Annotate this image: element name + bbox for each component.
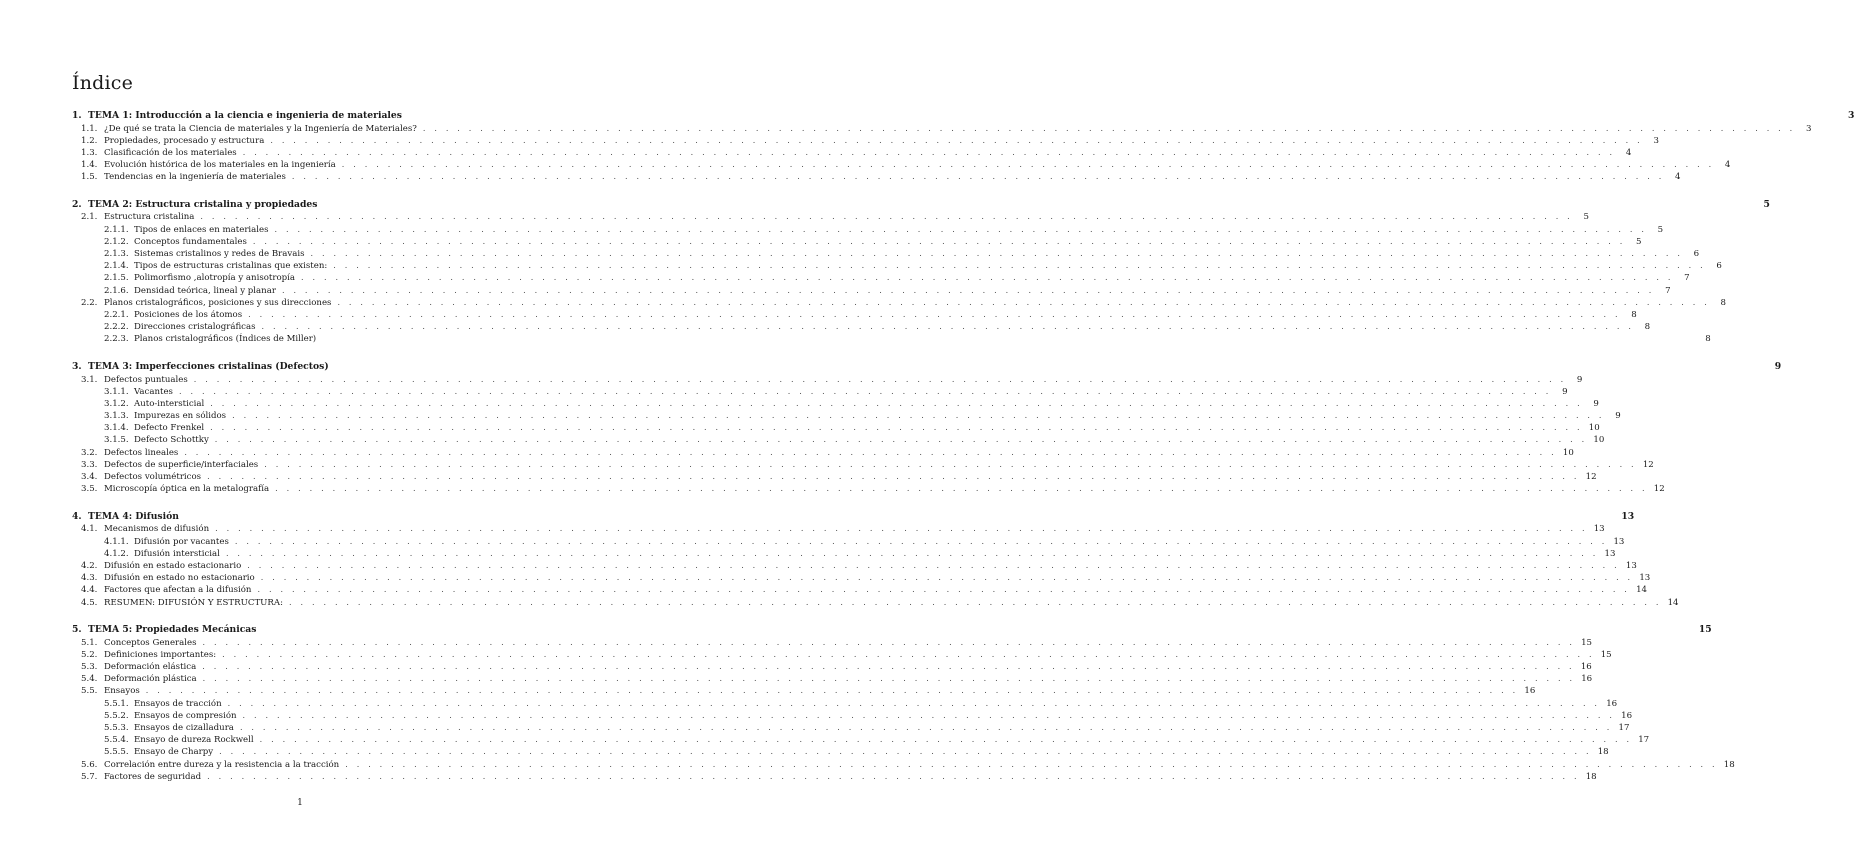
toc-entry-page: 18 <box>1585 771 1597 782</box>
toc-subsection-entry[interactable] <box>72 410 1621 422</box>
toc-entry-page: 8 <box>1720 297 1727 308</box>
toc-section-entry[interactable] <box>72 584 1647 596</box>
toc-entry-title[interactable]: Correlación entre dureza y la resistencia a la tracción <box>104 759 340 770</box>
toc-section-entry[interactable] <box>72 597 1679 609</box>
toc-entry-page: 6 <box>1716 261 1722 272</box>
toc-section-entry[interactable] <box>72 147 1632 159</box>
toc-subsection-entry[interactable] <box>72 224 1664 236</box>
toc-entry-title[interactable]: Ensayo de dureza Rockwell <box>134 735 254 746</box>
dot-leader: . . . . . . . . . . . . . . . . . . . . . . . . . . . . . . . . . . . . . . . . . . . . . . . . . . . . . . . . . . . . . . . . . . . . . . . . . . . . . . . . . . . . . . . . . . . . . . . . . . . . . . . . . . . . . . . . . . . . . . . . <box>225 548 1599 558</box>
toc-entry-number: 2.1.6. <box>104 285 129 296</box>
toc-entry-page: 16 <box>1606 698 1618 709</box>
toc-entry-page: 10 <box>1562 447 1574 458</box>
toc-entry-number: 5. <box>72 624 82 636</box>
toc-subsection-entry[interactable] <box>72 422 1600 434</box>
dot-leader: . . . . . . . . . . . . . . . . . . . . . . . . . . . . . . . . . . . . . . . . . . . . . . . . . . . . . . . . . . . . . . . . . . . . . . . . . . . . . . . . . . . . . . . . . . . . . . . . . . . . . . . . . . . . . . . . . . . . . . . . <box>260 573 1634 583</box>
toc-section-entry[interactable] <box>72 759 1735 771</box>
toc-chapter-heading[interactable] <box>72 509 1635 524</box>
toc-entry-number: 5.5.4. <box>104 735 129 746</box>
toc-chapter-heading[interactable] <box>72 622 1712 637</box>
toc-entry-title[interactable]: Factores de seguridad <box>104 771 202 782</box>
toc-entry-page: 12 <box>1585 472 1597 482</box>
toc-entry-title[interactable]: Auto-intersticial <box>134 398 205 409</box>
dot-leader: . . . . . . . . . . . . . . . . . . . . . . . . . . . . . . . . . . . . . . . . . . . . . . . . . . . . . . . . . . . . . . . . . . . . . . . . . . . . . . . . . . . . . . . . . . . . . . . . . . . . . . . . . . . . . . . . . . . . . . . . <box>275 484 1648 494</box>
toc-entry-number: 2.2.3. <box>104 334 129 345</box>
toc-entry-page: 7 <box>1665 285 1671 296</box>
dot-leader: . . . . . . . . . . . . . . . . . . . . . . . . . . . . . . . . . . . . . . . . . . . . . . . . . . . . . . . . . . . . . . . . . . . . . . . . . . . . . . . . . . . . . . . . . . . . . . . . . . . . . . . . . . . . . . . . . . . . . . . . <box>291 172 1665 182</box>
toc-section-entry[interactable] <box>72 471 1597 483</box>
toc-entry-page: 18 <box>1597 747 1609 758</box>
toc-entry-page: 9 <box>1593 398 1599 409</box>
dot-leader: . . . . . . . . . . . . . . . . . . . . . . . . . . . . . . . . . . . . . . . . . . . . . . . . . . . . . . . . . . . . . . . . . . . . . . . . . . . . . . . . . . . . . . . . . . . . . . . . . . . . . . . . . . . . . . . . . . . . . . . . <box>337 297 1711 307</box>
toc-entry-number: 3.3. <box>81 459 98 470</box>
toc-entry-title[interactable]: Planos cristalográficos, posiciones y sus direcciones <box>104 297 332 308</box>
toc-section-entry[interactable] <box>72 771 1597 783</box>
dot-leader: . . . . . . . . . . . . . . . . . . . . . . . . . . . . . . . . . . . . . . . . . . . . . . . . . . . . . . . . . . . . . . . . . . . . . . . . . . . . . . . . . . . . . . . . . . . . . . . . . . . . . . . . . . . . . . . . . . . . . . . . <box>215 524 1588 534</box>
toc-entry-title[interactable]: Estructura cristalina <box>104 212 195 223</box>
toc-entry-number: 5.2. <box>81 649 98 660</box>
toc-entry-title[interactable]: Defecto Schottky <box>134 435 209 446</box>
toc-chapter <box>72 622 1735 783</box>
dot-leader: . . . . . . . . . . . . . . . . . . . . . . . . . . . . . . . . . . . . . . . . . . . . . . . . . . . . . . . . . . . . . . . . . . . . . . . . . . . . . . . . . . . . . . . . . . . . . . . . . . . . . . . . . . . . . . . . . . . . . . . . <box>214 435 1588 445</box>
toc-entry-page: 9 <box>1562 386 1568 397</box>
toc-entry-title[interactable]: Clasificación de los materiales <box>104 147 237 158</box>
toc-entry-title[interactable]: Impurezas en sólidos <box>134 411 227 422</box>
toc-entry-title[interactable]: Ensayos de tracción <box>134 698 222 709</box>
toc-chapter-heading[interactable] <box>72 197 1770 212</box>
toc-entry-number: 3. <box>72 361 82 372</box>
page-title: Índice <box>72 72 134 94</box>
toc-entry-title[interactable]: Direcciones cristalográficas <box>134 322 256 333</box>
dot-leader: . . . . . . . . . . . . . . . . . . . . . . . . . . . . . . . . . . . . . . . . . . . . . . . . . . . . . . . . . . . . . . . . . . . . . . . . . . . . . . . . . . . . . . . . . . . . . . . . . . . . . . . . . . . . . . . . . . . . . . . . <box>247 560 1620 570</box>
dot-leader: . . . . . . . . . . . . . . . . . . . . . . . . . . . . . . . . . . . . . . . . . . . . . . . . . . . . . . . . . . . . . . . . . . . . . . . . . . . . . . . . . . . . . . . . . . . . . . . . . . . . . . . . . . . . . . . . . . . . . . . . <box>202 674 1576 684</box>
toc-section-entry[interactable] <box>72 459 1654 471</box>
toc-entry-number: 5.5.1. <box>104 698 129 709</box>
toc-chapter <box>72 197 1770 346</box>
dot-leader: . . . . . . . . . . . . . . . . . . . . . . . . . . . . . . . . . . . . . . . . . . . . . . . . . . . . . . . . . . . . . . . . . . . . . . . . . . . . . . . . . . . . . . . . . . . . . . . . . . . . . . . . . . . . . . . . . . . . . . . . <box>222 649 1595 659</box>
toc-entry-page: 13 <box>1613 536 1625 547</box>
toc-entry-title[interactable]: TEMA 2: Estructura cristalina y propiedades <box>88 198 318 210</box>
toc-entry-page: 12 <box>1642 459 1654 470</box>
toc-entry-number: 2. <box>72 198 82 210</box>
toc-entry-number: 4.4. <box>81 585 98 596</box>
dot-leader: . . . . . . . . . . . . . . . . . . . . . . . . . . . . . . . . . . . . . . . . . . . . . . . . . . . . . . . . . . . . . . . . . . . . . . . . . . . . . . . . . . . . . . . . . . . . . . . . . . . . . . . . . . . . . . . . . . . . . . . . <box>232 411 1605 421</box>
toc-subsection-entry[interactable] <box>72 548 1616 560</box>
toc-entry-page: 8 <box>1631 309 1637 320</box>
toc-subsection-entry[interactable] <box>72 434 1605 446</box>
toc-entry-number: 4.3. <box>81 573 98 584</box>
toc-section-entry[interactable] <box>72 523 1605 535</box>
toc-section-entry[interactable] <box>72 297 1727 309</box>
toc-entry-page: 13 <box>1625 560 1637 571</box>
toc-entry-number: 1.2. <box>81 135 98 146</box>
toc-entry-title[interactable]: Ensayos <box>104 686 140 697</box>
toc-entry-page: 15 <box>1581 637 1593 648</box>
toc-entry-number: 4.5. <box>81 597 98 608</box>
toc-entry-page: 17 <box>1618 723 1630 733</box>
toc-section-entry[interactable] <box>72 374 1583 386</box>
toc-entry-title[interactable]: Posiciones de los átomos <box>134 309 243 320</box>
toc-entry-page: 10 <box>1588 423 1600 434</box>
toc-entry-page: 15 <box>1600 649 1612 660</box>
dot-leader: . . . . . . . . . . . . . . . . . . . . . . . . . . . . . . . . . . . . . . . . . . . . . . . . . . . . . . . . . . . . . . . . . . . . . . . . . . . . . . . . . . . . . . . . . . . . . . . . . . . . . . . . . . . . . . . . . . . . . . . . <box>242 710 1616 720</box>
toc-entry-page: 6 <box>1693 249 1700 259</box>
toc-section-entry[interactable] <box>72 211 1589 223</box>
toc-entry-page: 12 <box>1653 484 1665 495</box>
toc-subsection-entry[interactable] <box>72 722 1630 734</box>
dot-leader: . . . . . . . . . . . . . . . . . . . . . . . . . . . . . . . . . . . . . . . . . . . . . . . . . . . . . . . . . . . . . . . . . . . . . . . . . . . . . . . . . . . . . . . . . . . . . . . . . . . . . . . . . . . . . . . . . . . . . . . . <box>264 459 1637 469</box>
toc-section-entry[interactable] <box>72 649 1612 661</box>
toc-entry-page: 7 <box>1684 273 1690 284</box>
toc-entry-title[interactable]: TEMA 3: Imperfecciones cristalinas (Defectos) <box>88 361 329 372</box>
toc-entry-title[interactable]: Densidad teórica, lineal y planar <box>134 285 276 296</box>
dot-leader: . . . . . . . . . . . . . . . . . . . . . . . . . . . . . . . . . . . . . . . . . . . . . . . . . . . . . . . . . . . . . . . . . . . . . . . . . . . . . . . . . . . . . . . . . . . . . . . . . . . . . . . . . . . . . . . . . . . . . . . . <box>227 698 1601 708</box>
dot-leader: . . . . . . . . . . . . . . . . . . . . . . . . . . . . . . . . . . . . . . . . . . . . . . . . . . . . . . . . . . . . . . . . . . . . . . . . . . . . . . . . . . . . . . . . . . . . . . . . . . . . . . . . . . . . . . . . . . . . . . . . <box>345 759 1718 769</box>
toc-entry-title[interactable]: Tipos de estructuras cristalinas que existen: <box>134 261 328 272</box>
toc-subsection-entry[interactable] <box>72 746 1609 758</box>
toc-entry-title[interactable]: TEMA 4: Difusión <box>88 510 179 522</box>
toc-subsection-entry[interactable] <box>72 698 1618 710</box>
toc-entry-number: 2.2. <box>81 297 98 308</box>
dot-leader: . . . . . . . . . . . . . . . . . . . . . . . . . . . . . . . . . . . . . . . . . . . . . . . . . . . . . . . . . . . . . . . . . . . . . . . . . . . . . . . . . . . . . . . . . . . . . . . . . . . . . . . . . . . . . . . . . . . . . . . . <box>252 236 1626 246</box>
toc-subsection-entry[interactable] <box>72 248 1700 260</box>
toc-entry-page: 9 <box>1774 361 1782 372</box>
toc-section-entry[interactable] <box>72 673 1593 685</box>
toc-entry-title[interactable]: Tipos de enlaces en materiales <box>134 224 269 235</box>
dot-leader: . . . . . . . . . . . . . . . . . . . . . . . . . . . . . . . . . . . . . . . . . . . . . . . . . . . . . . . . . . . . . . . . . . . . . . . . . . . . . . . . . . . . . . . . . . . . . . . . . . . . . . . . . . . . . . . . . . . . . . . . <box>270 135 1643 145</box>
toc-entry-number: 2.1. <box>81 212 98 223</box>
dot-leader: . . . . . . . . . . . . . . . . . . . . . . . . . . . . . . . . . . . . . . . . . . . . . . . . . . . . . . . . . . . . . . . . . . . . . . . . . . . . . . . . . . . . . . . . . . . . . . . . . . . . . . . . . . . . . . . . . . . . . . . . <box>210 423 1583 433</box>
toc-entry-number: 4.1. <box>81 524 98 535</box>
toc-entry-page: 13 <box>1639 573 1651 584</box>
toc-entry-number: 3.1.3. <box>104 411 129 422</box>
toc-entry-title[interactable]: TEMA 5: Propiedades Mecánicas <box>88 624 257 636</box>
toc-entry-number: 5.5.5. <box>104 747 129 758</box>
toc-entry-number: 3.1.5. <box>104 435 129 446</box>
dot-leader: . . . . . . . . . . . . . . . . . . . . . . . . . . . . . . . . . . . . . . . . . . . . . . . . . . . . . . . . . . . . . . . . . . . . . . . . . . . . . . . . . . . . . . . . . . . . . . . . . . . . . . . . . . . . . . . . . . . . . . . . <box>210 398 1583 408</box>
dot-leader: . . . . . . . . . . . . . . . . . . . . . . . . . . . . . . . . . . . . . . . . . . . . . . . . . . . . . . . . . . . . . . . . . . . . . . . . . . . . . . . . . . . . . . . . . . . . . . . . . . . . . . . . . . . . . . . . . . . . . . . . <box>422 123 1796 133</box>
toc-section-entry[interactable] <box>72 572 1651 584</box>
toc-entry-title[interactable]: Difusión intersticial <box>134 548 220 559</box>
toc-entry-title[interactable]: Propiedades, procesado y estructura <box>104 135 265 146</box>
toc-entry-number: 3.1. <box>81 374 98 385</box>
toc-entry-number: 3.1.4. <box>104 423 129 434</box>
toc-entry-number: 3.5. <box>81 484 98 495</box>
toc-chapter <box>72 108 1854 183</box>
toc-entry-number: 4.1.1. <box>104 536 129 547</box>
dot-leader: . . . . . . . . . . . . . . . . . . . . . . . . . . . . . . . . . . . . . . . . . . . . . . . . . . . . . . . . . . . . . . . . . . . . . . . . . . . . . . . . . . . . . . . . . . . . . . . . . . . . . . . . . . . . . . . . . . . . . . . . <box>281 285 1655 295</box>
toc-entry-page: 5 <box>1636 236 1642 247</box>
toc-section-entry[interactable] <box>72 637 1593 649</box>
toc-section-entry[interactable] <box>72 171 1681 183</box>
toc-entry-number: 5.1. <box>81 637 98 648</box>
toc-entry-number: 1. <box>72 110 82 121</box>
dot-leader: . . . . . . . . . . . . . . . . . . . . . . . . . . . . . . . . . . . . . . . . . . . . . . . . . . . . . . . . . . . . . . . . . . . . . . . . . . . . . . . . . . . . . . . . . . . . . . . . . . . . . . . . . . . . . . . . . . . . . . . . <box>184 447 1557 457</box>
dot-leader: . . . . . . . . . . . . . . . . . . . . . . . . . . . . . . . . . . . . . . . . . . . . . . . . . . . . . . . . . . . . . . . . . . . . . . . . . . . . . . . . . . . . . . . . . . . . . . . . . . . . . . . . . . . . . . . . . . . . . . . . <box>207 771 1580 781</box>
toc-entry-page: 16 <box>1524 686 1536 697</box>
dot-leader: . . . . . . . . . . . . . . . . . . . . . . . . . . . . . . . . . . . . . . . . . . . . . . . . . . . . . . . . . . . . . . . . . . . . . . . . . . . . . . . . . . . . . . . . . . . . . . . . . . . . . . . . . . . . . . . . . . . . . . . . <box>145 686 1519 696</box>
toc-entry-number: 4.1.2. <box>104 548 129 559</box>
dot-leader: . . . . . . . . . . . . . . . . . . . . . . . . . . . . . . . . . . . . . . . . . . . . . . . . . . . . . . . . . . . . . . . . . . . . . . . . . . . . . . . . . . . . . . . . . . . . . . . . . . . . . . . . . . . . . . . . . . . . . . . . <box>257 585 1631 595</box>
toc-entry-title[interactable]: Ensayos de compresión <box>134 710 237 721</box>
toc-entry-page: 3 <box>1653 135 1659 146</box>
toc-entry-page: 4 <box>1625 147 1632 158</box>
dot-leader: . . . . . . . . . . . . . . . . . . . . . . . . . . . . . . . . . . . . . . . . . . . . . . . . . . . . . . . . . . . . . . . . . . . . . . . . . . . . . . . . . . . . . . . . . . . . . . . . . . . . . . . . . . . . . . . . . . . . . . . . <box>219 747 1592 757</box>
toc-entry-title[interactable]: ¿De qué se trata la Ciencia de materiales y la Ingeniería de Materiales? <box>104 123 417 134</box>
dot-leader: . . . . . . . . . . . . . . . . . . . . . . . . . . . . . . . . . . . . . . . . . . . . . . . . . . . . . . . . . . . . . . . . . . . . . . . . . . . . . . . . . . . . . . . . . . . . . . . . . . . . . . . . . . . . . . . . . . . . . . . . <box>193 374 1567 384</box>
toc-section-entry[interactable] <box>72 447 1574 459</box>
toc-section-entry[interactable] <box>72 560 1637 572</box>
toc-entry-page: 4 <box>1675 172 1681 183</box>
toc-entry-number: 2.1.2. <box>104 236 129 247</box>
toc-entry-page: 16 <box>1621 710 1633 721</box>
toc-entry-number: 5.3. <box>81 662 98 673</box>
toc-entry-page: 16 <box>1580 662 1592 673</box>
toc-subsection-entry[interactable] <box>72 321 1651 333</box>
toc-subsection-entry[interactable] <box>72 386 1568 398</box>
dot-leader: . . . . . . . . . . . . . . . . . . . . . . . . . . . . . . . . . . . . . . . . . . . . . . . . . . . . . . . . . . . . . . . . . . . . . . . . . . . . . . . . . . . . . . . . . . . . . . . . . . . . . . . . . . . . . . . . . . . . . . . . <box>207 472 1580 481</box>
toc-entry-page: 3 <box>1805 123 1812 134</box>
toc-entry-page: 17 <box>1638 735 1650 746</box>
toc-entry-number: 2.1.3. <box>104 249 129 259</box>
toc-section-entry[interactable] <box>72 123 1812 135</box>
toc-subsection-entry[interactable] <box>72 309 1637 321</box>
toc-subsection-entry[interactable] <box>72 272 1690 284</box>
toc-entry-page: 16 <box>1581 674 1593 685</box>
toc-entry-title[interactable]: Defectos de superficie/interfaciales <box>104 459 259 470</box>
page-number: 1 <box>297 798 303 808</box>
toc-entry-page: 13 <box>1593 524 1605 535</box>
toc-entry-title[interactable]: Difusión por vacantes <box>134 536 229 547</box>
toc-subsection-entry[interactable] <box>72 285 1671 297</box>
dot-leader: . . . . . . . . . . . . . . . . . . . . . . . . . . . . . . . . . . . . . . . . . . . . . . . . . . . . . . . . . . . . . . . . . . . . . . . . . . . . . . . . . . . . . . . . . . . . . . . . . . . . . . . . . . . . . . . . . . . . . . . . <box>178 386 1552 396</box>
toc-entry-number: 3.1.2. <box>104 398 129 409</box>
toc-subsection-entry[interactable] <box>72 710 1633 722</box>
toc-entry-number: 5.5.3. <box>104 723 129 733</box>
toc-entry-title[interactable]: Conceptos fundamentales <box>134 236 247 247</box>
toc-entry-number: 1.5. <box>81 172 98 183</box>
toc-subsection-entry[interactable] <box>72 236 1642 248</box>
toc-entry-title[interactable]: Conceptos Generales <box>104 637 197 648</box>
toc-entry-number: 2.2.2. <box>104 322 129 333</box>
toc-entry-title[interactable]: TEMA 1: Introducción a la ciencia e ingenieria de materiales <box>88 110 402 121</box>
toc-section-entry[interactable] <box>72 661 1592 673</box>
toc-entry-page: 13 <box>1621 510 1635 522</box>
dot-leader: . . . . . . . . . . . . . . . . . . . . . . . . . . . . . . . . . . . . . . . . . . . . . . . . . . . . . . . . . . . . . . . . . . . . . . . . . . . . . . . . . . . . . . . . . . . . . . . . . . . . . . . . . . . . . . . . . . . . . . . . <box>333 261 1706 271</box>
toc-entry-title[interactable]: Ensayo de Charpy <box>134 747 214 758</box>
toc-entry-title[interactable]: Defectos lineales <box>104 447 179 458</box>
toc-entry-title[interactable]: Polimorfismo ,alotropía y anisotropía <box>134 273 296 284</box>
toc-entry-title[interactable]: Difusión en estado no estacionario <box>104 573 255 584</box>
toc-entry-page: 14 <box>1636 585 1647 596</box>
toc-entry-title[interactable]: Mecanismos de difusión <box>104 524 210 535</box>
toc-section-entry[interactable] <box>72 159 1731 171</box>
toc-entry-page: 5 <box>1763 198 1770 210</box>
toc-entry-title[interactable]: Planos cristalográficos (Índices de Miller) <box>134 334 317 345</box>
toc-entry-page: 8 <box>1705 334 1711 345</box>
toc-entry-number: 3.1.1. <box>104 386 129 397</box>
toc-entry-title[interactable]: Evolución histórica de los materiales en la ingeniería <box>104 160 336 171</box>
dot-leader: . . . . . . . . . . . . . . . . . . . . . . . . . . . . . . . . . . . . . . . . . . . . . . . . . . . . . . . . . . . . . . . . . . . . . . . . . . . . . . . . . . . . . . . . . . . . . . . . . . . . . . . . . . . . . . . . . . . . . . . . <box>234 536 1608 546</box>
toc-entry-page: 10 <box>1593 435 1605 446</box>
toc-subsection-entry[interactable] <box>72 398 1599 410</box>
toc-entry-number: 3.4. <box>81 472 98 482</box>
dot-leader: . . . . . . . . . . . . . . . . . . . . . . . . . . . . . . . . . . . . . . . . . . . . . . . . . . . . . . . . . . . . . . . . . . . . . . . . . . . . . . . . . . . . . . . . . . . . . . . . . . . . . . . . . . . . . . . . . . . . . . . . <box>200 212 1573 222</box>
dot-leader: . . . . . . . . . . . . . . . . . . . . . . . . . . . . . . . . . . . . . . . . . . . . . . . . . . . . . . . . . . . . . . . . . . . . . . . . . . . . . . . . . . . . . . . . . . . . . . . . . . . . . . . . . . . . . . . . . . . . . . . . <box>274 224 1648 234</box>
toc-entry-number: 4.2. <box>81 560 98 571</box>
table-of-contents <box>72 108 1854 783</box>
dot-leader: . . . . . . . . . . . . . . . . . . . . . . . . . . . . . . . . . . . . . . . . . . . . . . . . . . . . . . . . . . . . . . . . . . . . . . . . . . . . . . . . . . . . . . . . . . . . . . . . . . . . . . . . . . . . . . . . . . . . . . . . <box>239 723 1613 732</box>
toc-entry-title[interactable]: Factores que afectan a la difusión <box>104 585 252 596</box>
toc-subsection-entry[interactable] <box>72 333 1711 345</box>
toc-entry-title[interactable]: Defectos volumétricos <box>104 472 202 482</box>
toc-entry-title[interactable]: Deformación plástica <box>104 674 197 685</box>
toc-section-entry[interactable] <box>72 135 1659 147</box>
toc-entry-title[interactable]: Difusión en estado estacionario <box>104 560 242 571</box>
toc-entry-title[interactable]: Sistemas cristalinos y redes de Bravais <box>134 249 305 259</box>
toc-entry-page: 15 <box>1698 624 1712 636</box>
toc-entry-page: 4 <box>1724 160 1731 171</box>
toc-entry-page: 14 <box>1667 597 1679 608</box>
toc-chapter-heading[interactable] <box>72 359 1782 374</box>
toc-entry-number: 5.5.2. <box>104 710 129 721</box>
dot-leader: . . . . . . . . . . . . . . . . . . . . . . . . . . . . . . . . . . . . . . . . . . . . . . . . . . . . . . . . . . . . . . . . . . . . . . . . . . . . . . . . . . . . . . . . . . . . . . . . . . . . . . . . . . . . . . . . . . . . . . . . <box>202 662 1575 672</box>
dot-leader: . . . . . . . . . . . . . . . . . . . . . . . . . . . . . . . . . . . . . . . . . . . . . . . . . . . . . . . . . . . . . . . . . . . . . . . . . . . . . . . . . . . . . . . . . . . . . . . . . . . . . . . . . . . . . . . . . . . . . . . . <box>242 147 1616 157</box>
toc-entry-number: 1.1. <box>81 123 98 134</box>
toc-entry-title[interactable]: RESUMEN: DIFUSIÓN Y ESTRUCTURA: <box>104 597 283 608</box>
toc-entry-title[interactable]: Ensayos de cizalladura <box>134 723 234 733</box>
toc-entry-number: 3.2. <box>81 447 98 458</box>
toc-entry-number: 4. <box>72 510 82 522</box>
toc-entry-number: 5.4. <box>81 674 98 685</box>
toc-entry-number: 2.2.1. <box>104 309 129 320</box>
toc-section-entry[interactable] <box>72 685 1536 697</box>
toc-entry-number: 5.6. <box>81 759 98 770</box>
toc-entry-title[interactable]: Defecto Frenkel <box>134 423 205 434</box>
toc-entry-page: 3 <box>1848 110 1854 121</box>
toc-entry-title[interactable]: Microscopía óptica en la metalografía <box>104 484 270 495</box>
toc-entry-page: 9 <box>1576 374 1583 385</box>
toc-entry-number: 1.4. <box>81 160 98 171</box>
toc-entry-page: 9 <box>1615 411 1621 422</box>
toc-entry-page: 8 <box>1644 322 1651 333</box>
toc-entry-title[interactable]: Tendencias en la ingeniería de materiales <box>104 172 286 183</box>
dot-leader: . . . . . . . . . . . . . . . . . . . . . . . . . . . . . . . . . . . . . . . . . . . . . . . . . . . . . . . . . . . . . . . . . . . . . . . . . . . . . . . . . . . . . . . . . . . . . . . . . . . . . . . . . . . . . . . . . . . . . . . . <box>310 249 1684 258</box>
toc-entry-number: 2.1.4. <box>104 261 129 272</box>
dot-leader: . . . . . . . . . . . . . . . . . . . . . . . . . . . . . . . . . . . . . . . . . . . . . . . . . . . . . . . . . . . . . . . . . . . . . . . . . . . . . . . . . . . . . . . . . . . . . . . . . . . . . . . . . . . . . . . . . . . . . . . . <box>261 322 1635 332</box>
toc-chapter <box>72 359 1782 495</box>
dot-leader: . . . . . . . . . . . . . . . . . . . . . . . . . . . . . . . . . . . . . . . . . . . . . . . . . . . . . . . . . . . . . . . . . . . . . . . . . . . . . . . . . . . . . . . . . . . . . . . . . . . . . . . . . . . . . . . . . . . . . . . . <box>301 273 1674 283</box>
toc-entry-number: 5.7. <box>81 771 98 782</box>
dot-leader: . . . . . . . . . . . . . . . . . . . . . . . . . . . . . . . . . . . . . . . . . . . . . . . . . . . . . . . . . . . . . . . . . . . . . . . . . . . . . . . . . . . . . . . . . . . . . . . . . . . . . . . . . . . . . . . . . . . . . . . . <box>289 597 1662 607</box>
toc-entry-number: 5.5. <box>81 686 98 697</box>
toc-entry-number: 2.1.1. <box>104 224 129 235</box>
toc-entry-title[interactable]: Vacantes <box>134 386 173 397</box>
toc-entry-number: 2.1.5. <box>104 273 129 284</box>
toc-chapter <box>72 509 1679 609</box>
toc-chapter-heading[interactable] <box>72 108 1854 123</box>
toc-entry-number: 1.3. <box>81 147 98 158</box>
toc-subsection-entry[interactable] <box>72 536 1625 548</box>
toc-entry-title[interactable]: Deformación elástica <box>104 662 197 673</box>
dot-leader: . . . . . . . . . . . . . . . . . . . . . . . . . . . . . . . . . . . . . . . . . . . . . . . . . . . . . . . . . . . . . . . . . . . . . . . . . . . . . . . . . . . . . . . . . . . . . . . . . . . . . . . . . . . . . . . . . . . . . . . . <box>202 637 1576 647</box>
toc-subsection-entry[interactable] <box>72 734 1650 746</box>
toc-entry-page: 5 <box>1583 212 1589 223</box>
toc-entry-title[interactable]: Defectos puntuales <box>104 374 188 385</box>
dot-leader: . . . . . . . . . . . . . . . . . . . . . . . . . . . . . . . . . . . . . . . . . . . . . . . . . . . . . . . . . . . . . . . . . . . . . . . . . . . . . . . . . . . . . . . . . . . . . . . . . . . . . . . . . . . . . . . . . . . . . . . . <box>259 735 1633 745</box>
toc-entry-page: 18 <box>1723 759 1735 770</box>
dot-leader: . . . . . . . . . . . . . . . . . . . . . . . . . . . . . . . . . . . . . . . . . . . . . . . . . . . . . . . . . . . . . . . . . . . . . . . . . . . . . . . . . . . . . . . . . . . . . . . . . . . . . . . . . . . . . . . . . . . . . . . . <box>341 160 1715 170</box>
dot-leader: . . . . . . . . . . . . . . . . . . . . . . . . . . . . . . . . . . . . . . . . . . . . . . . . . . . . . . . . . . . . . . . . . . . . . . . . . . . . . . . . . . . . . . . . . . . . . . . . . . . . . . . . . . . . . . . . . . . . . . . . <box>248 309 1621 319</box>
toc-entry-title[interactable]: Definiciones importantes: <box>104 649 217 660</box>
toc-entry-page: 5 <box>1657 224 1664 235</box>
toc-section-entry[interactable] <box>72 483 1665 495</box>
toc-entry-page: 13 <box>1604 548 1616 559</box>
toc-subsection-entry[interactable] <box>72 260 1722 272</box>
